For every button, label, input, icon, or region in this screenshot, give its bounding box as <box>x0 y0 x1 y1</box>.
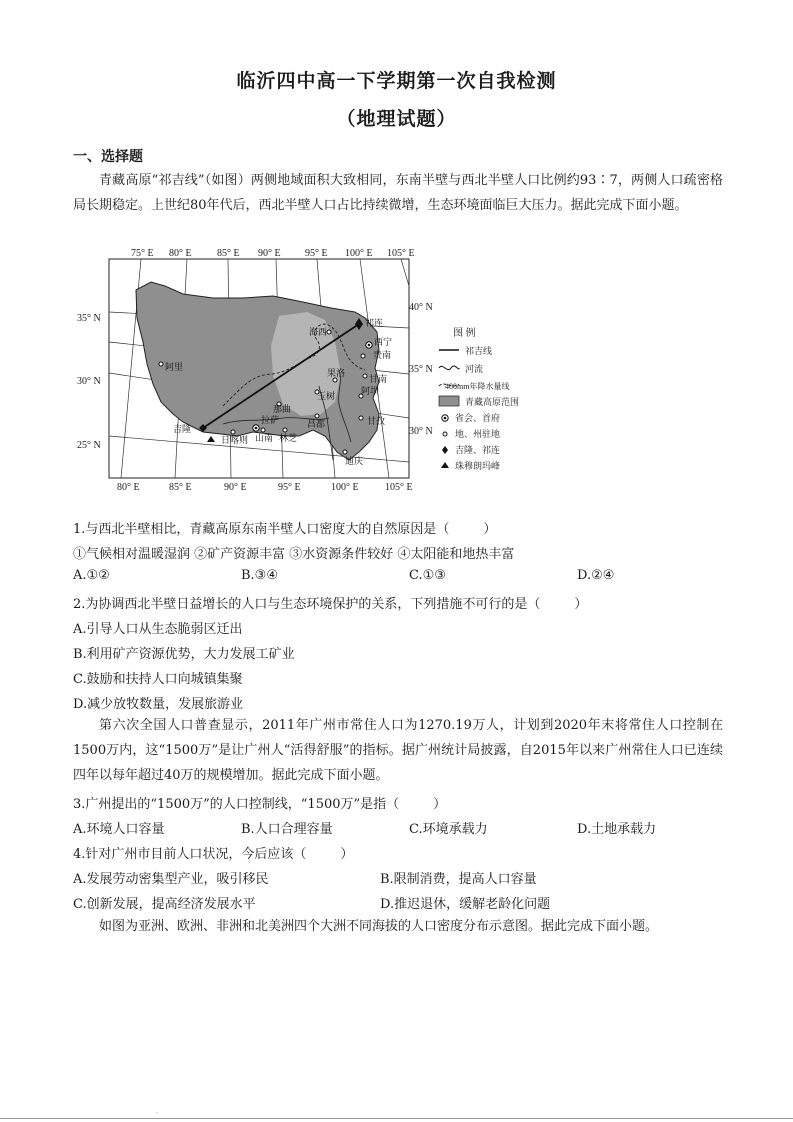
lat-right-label: 35° N <box>409 364 433 375</box>
shannan-marker <box>261 428 265 432</box>
section-heading: 一、选择题 <box>73 149 143 165</box>
changdu-marker <box>315 414 319 418</box>
question-4 <box>73 843 353 862</box>
label-rikaze: 日喀则 <box>221 435 249 445</box>
legend-item: 地、州驻地 <box>455 429 501 439</box>
legend-title: 图 例 <box>453 328 476 339</box>
option-c[interactable]: C.创新发展，提高经济发展水平 <box>73 897 256 912</box>
lon-top-label: 75° E <box>131 248 154 259</box>
lon-bottom-label: 95° E <box>278 482 301 493</box>
lon-top-label: 80° E <box>169 248 192 259</box>
option-a[interactable]: A.环境人口容量 <box>73 822 165 837</box>
option-d[interactable]: D.土地承载力 <box>577 822 657 837</box>
question-close: ） <box>483 522 497 537</box>
lon-bottom-label: 105° E <box>385 482 413 493</box>
label-linzhi: 林芝 <box>279 433 298 443</box>
label-shannan: 山南 <box>255 433 274 443</box>
question-stem: 4.针对广州市目前人口状况，今后应该（ <box>73 847 307 862</box>
legend-river-swatch <box>439 366 459 370</box>
lon-bottom-label: 85° E <box>169 482 192 493</box>
lon-bottom-label: 80° E <box>117 482 140 493</box>
legend-item: 吉隆、祁连 <box>455 445 501 455</box>
lat-left-label: 25° N <box>77 440 101 451</box>
legend-item: 青藏高原范围 <box>465 397 520 407</box>
legend-item: 祁吉线 <box>465 346 493 356</box>
question-2 <box>73 593 587 612</box>
map-legend <box>439 326 519 471</box>
lon-top-label: 105° E <box>387 248 415 259</box>
question-1 <box>73 518 496 537</box>
question-close: ） <box>340 847 354 862</box>
option-c[interactable]: C.①③ <box>409 568 446 583</box>
passage-qiji-line: 青藏高原“祁吉线”（如图）两侧地域面积大致相同，东南半壁与西北半壁人口比例约93∶7，两侧人口疏密格局长期稳定。上世纪80年代后，西北半壁人口占比持续微增，生态环境面临巨大压力。据此完成下面小题。 <box>73 173 723 213</box>
diqing-marker <box>343 450 347 454</box>
label-changdu: 昌都 <box>307 419 326 429</box>
ali-marker <box>159 362 163 366</box>
question-3 <box>73 793 446 812</box>
option-a[interactable]: A.发展劳动密集型产业，吸引移民 <box>73 872 269 887</box>
lon-top-label: 95° E <box>305 248 328 259</box>
legend-item: 珠穆朗玛峰 <box>455 461 501 471</box>
tibet-plateau-map <box>77 246 565 496</box>
option-a[interactable]: A.引导人口从生态脆弱区迁出 <box>73 622 243 637</box>
xining-marker-center <box>368 344 371 347</box>
passage-population-altitude: 如图为亚洲、欧洲、非洲和北美洲四个大洲不同海拔的人口密度分布示意图。据此完成下面小题。 <box>99 919 659 934</box>
lhasa-marker-center <box>255 427 258 430</box>
label-ali: 阿里 <box>165 362 184 372</box>
question-stem: 3.广州提出的“1500万”的人口控制线，“1500万”是指（ <box>73 797 400 812</box>
legend-capital-swatch-center <box>444 417 447 420</box>
option-c[interactable]: C.鼓励和扶持人口向城镇集聚 <box>73 672 243 687</box>
option-a[interactable]: A.①② <box>73 568 110 583</box>
rikaze-marker <box>231 430 235 434</box>
lat-right-label: 30° N <box>409 426 433 437</box>
question-close: ） <box>574 597 588 612</box>
legend-item: 400mm年降水量线 <box>445 382 510 391</box>
label-qilian: 祁连 <box>365 318 384 328</box>
lon-top-label: 85° E <box>217 248 240 259</box>
guoluo-marker <box>333 378 337 382</box>
option-b[interactable]: B.人口合理容量 <box>241 822 333 837</box>
question-close: ） <box>433 797 447 812</box>
option-d[interactable]: D.减少放牧数量，发展旅游业 <box>73 697 244 712</box>
label-gannan: 甘南 <box>369 374 388 384</box>
label-haixi: 海西 <box>309 327 328 337</box>
legend-plateau-swatch <box>439 396 459 406</box>
option-b[interactable]: B.③④ <box>241 568 278 583</box>
question-stem: 2.为协调西北半壁日益增长的人口与生态环境保护的关系，下列措施不可行的是（ <box>73 597 541 612</box>
label-yushu: 玉树 <box>317 391 336 401</box>
lat-left-label: 35° N <box>77 313 101 324</box>
exam-title: 临沂四中高一下学期第一次自我检测 <box>236 70 557 92</box>
label-lhasa: 拉萨 <box>261 415 280 425</box>
linzhi-marker <box>283 428 287 432</box>
legend-item: 河流 <box>465 364 484 374</box>
label-gonghe: 贵南 <box>373 350 392 360</box>
lon-top-label: 90° E <box>258 248 281 259</box>
option-d[interactable]: D.②④ <box>577 568 615 583</box>
exam-subtitle: （地理试题） <box>336 108 457 130</box>
option-d[interactable]: D.推迟退休，缓解老龄化问题 <box>380 897 551 912</box>
guinan-marker <box>361 354 365 358</box>
lon-bottom-label: 90° E <box>224 482 247 493</box>
lon-top-label: 100° E <box>345 248 373 259</box>
label-diqing: 迪庆 <box>345 456 364 466</box>
page-bottom-rule <box>0 1118 793 1119</box>
label-aba: 阿坝 <box>361 386 380 396</box>
lat-right-label: 40° N <box>409 302 433 313</box>
option-c[interactable]: C.环境承载力 <box>409 822 488 837</box>
gannan-marker <box>363 374 367 378</box>
label-jilong: 吉隆 <box>173 424 192 434</box>
label-ganzi: 甘孜 <box>367 416 386 426</box>
lon-bottom-label: 100° E <box>331 482 359 493</box>
label-nagqu: 那曲 <box>273 404 292 414</box>
ganzi-marker <box>359 416 363 420</box>
option-b[interactable]: B.利用矿产资源优势，大力发展工矿业 <box>73 647 295 662</box>
question-stem: 1.与西北半壁相比，青藏高原东南半壁人口密度大的自然原因是（ <box>73 522 450 537</box>
label-guoluo: 果洛 <box>327 368 346 378</box>
haixi-marker <box>327 330 331 334</box>
label-xining: 西宁 <box>374 337 393 347</box>
question-1-statements: ①气候相对温暖湿润 ②矿产资源丰富 ③水资源条件较好 ④太阳能和地热丰富 <box>73 547 515 562</box>
legend-item: 省会、首府 <box>455 413 501 423</box>
page-mark: · <box>156 1110 158 1117</box>
lat-left-label: 30° N <box>77 376 101 387</box>
legend-peak-swatch <box>441 462 449 468</box>
option-b[interactable]: B.限制消费，提高人口容量 <box>380 872 537 887</box>
passage-guangzhou: 第六次全国人口普查显示，2011年广州市常住人口为1270.19万人，计划到2020年末将常住人口控制在1500万内，这“1500万”是让广州人“活得舒服”的指标。据广州统计局披露，自2015年以来广州常住人口已连续四年以每年超过40万的规模增加。据此完成下面小题。 <box>73 718 723 783</box>
legend-prefecture-swatch <box>443 432 447 436</box>
legend-town-swatch <box>442 446 448 454</box>
